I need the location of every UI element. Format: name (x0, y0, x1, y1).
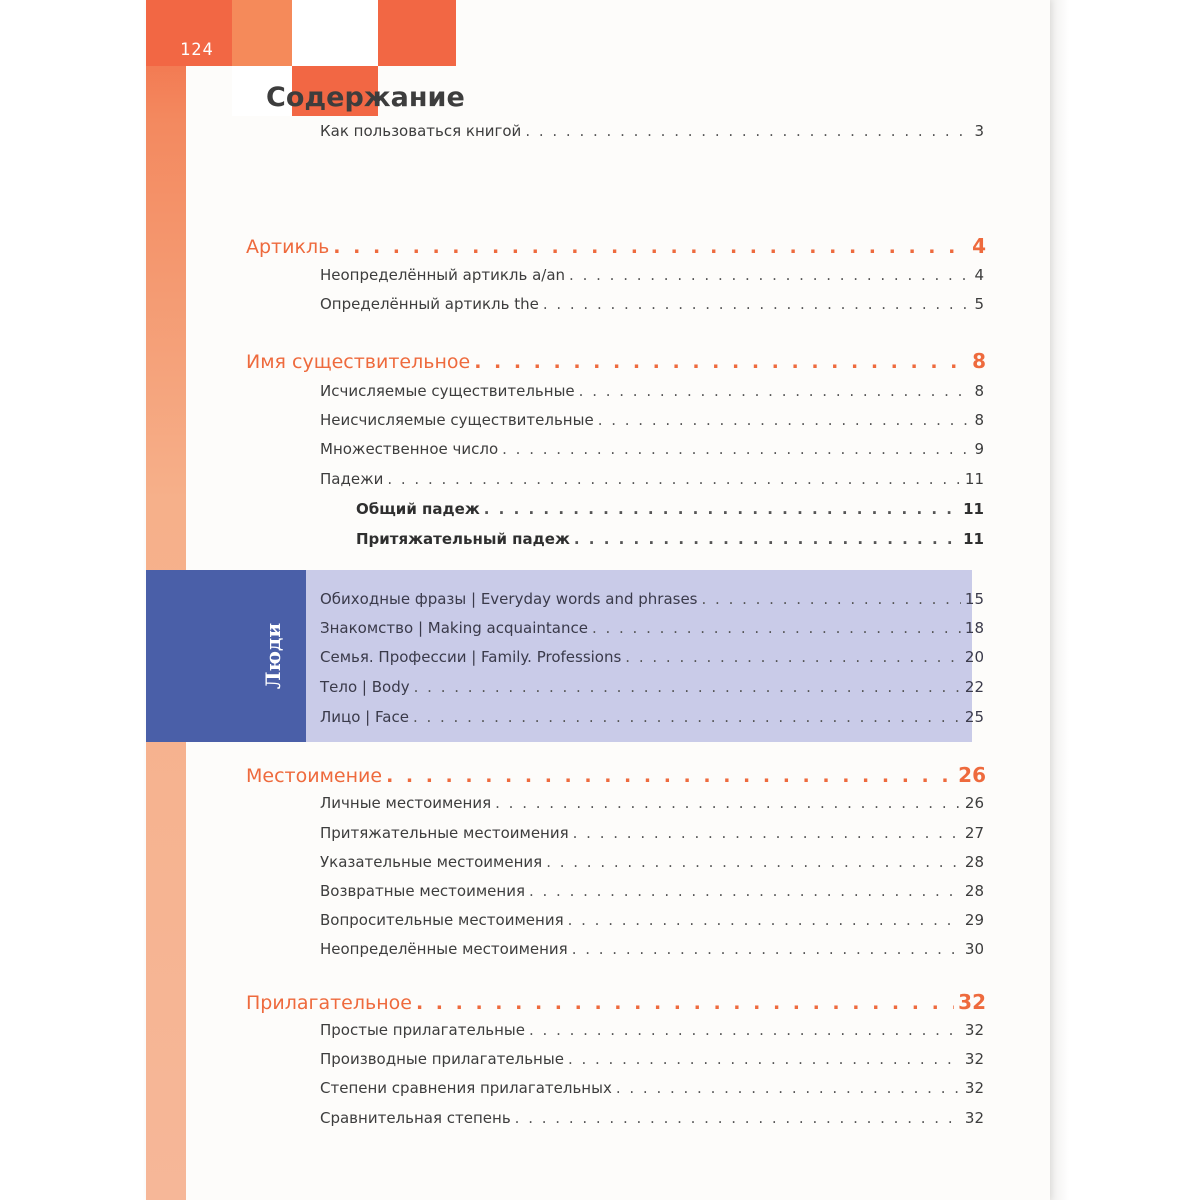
page-title (266, 82, 465, 113)
toc-entry-page: 5 (974, 295, 984, 313)
deco-square (378, 0, 456, 66)
toc-entry[interactable] (320, 1079, 984, 1097)
toc-section-label: Артикль (246, 236, 330, 258)
toc-entry-label: Притяжательные местоимения (320, 824, 569, 842)
toc-entry-label: Степени сравнения прилагательных (320, 1079, 612, 1097)
leader-dots (568, 1050, 961, 1068)
toc-section[interactable] (246, 763, 986, 787)
topic-entry-page: 25 (964, 708, 984, 726)
toc-entry-page: 32 (964, 1109, 984, 1127)
topic-entry[interactable] (320, 708, 984, 726)
toc-entry-label: Как пользоваться книгой (320, 122, 522, 140)
topic-tab-label: Люди (261, 622, 286, 690)
toc-entry-label: Множественное число (320, 440, 499, 458)
toc-entry[interactable] (320, 882, 984, 900)
topic-entry-label: Лицо | Face (320, 708, 409, 726)
topic-entry-label: Семья. Профессии | Family. Professions (320, 648, 622, 666)
leader-dots (625, 648, 961, 666)
toc-entry-page: 30 (964, 940, 984, 958)
leader-dots (616, 1079, 961, 1097)
toc-entry[interactable] (320, 940, 984, 958)
toc-entry-page: 4 (974, 266, 984, 284)
topic-entry[interactable] (320, 590, 984, 608)
toc-entry-label: Исчисляемые существительные (320, 382, 575, 400)
leader-dots (543, 295, 971, 313)
toc-subentry-label: Общий падеж (356, 500, 480, 518)
topic-entry-label: Тело | Body (320, 678, 410, 696)
topic-tab[interactable] (146, 570, 306, 742)
toc-entry[interactable] (320, 440, 984, 458)
toc-entry[interactable] (320, 411, 984, 429)
leader-dots (598, 411, 971, 429)
toc-entry-page: 26 (964, 794, 984, 812)
page-edge (1049, 0, 1200, 1200)
toc-entry[interactable] (320, 1021, 984, 1039)
toc-subentry[interactable] (356, 530, 984, 548)
toc-entry[interactable] (320, 382, 984, 400)
deco-square (292, 0, 378, 66)
leader-dots (568, 911, 961, 929)
toc-entry[interactable] (320, 794, 984, 812)
toc-entry-page: 28 (964, 882, 984, 900)
toc-entry-label: Производные прилагательные (320, 1050, 564, 1068)
toc-entry-page: 28 (964, 853, 984, 871)
toc-section-page: 4 (972, 234, 986, 258)
leader-dots (515, 1109, 961, 1127)
leader-dots (592, 619, 961, 637)
deco-square (232, 0, 292, 66)
topic-entry-page: 22 (964, 678, 984, 696)
leader-dots (579, 382, 971, 400)
toc-entry-label: Вопросительные местоимения (320, 911, 564, 929)
toc-entry[interactable] (320, 1050, 984, 1068)
page-title-text: Содержание (266, 82, 465, 113)
toc-section-label: Местоимение (246, 765, 383, 787)
toc-entry-page: 32 (964, 1021, 984, 1039)
toc-entry-label: Сравнительная степень (320, 1109, 511, 1127)
leader-dots (333, 236, 968, 258)
toc-entry-label: Простые прилагательные (320, 1021, 526, 1039)
toc-entry[interactable] (320, 266, 984, 284)
toc-section[interactable] (246, 349, 986, 373)
toc-entry[interactable] (320, 470, 984, 488)
leader-dots (529, 1021, 961, 1039)
toc-entry-label: Личные местоимения (320, 794, 492, 812)
toc-entry-label: Возвратные местоимения (320, 882, 525, 900)
leader-dots (502, 440, 970, 458)
topic-entry-page: 20 (964, 648, 984, 666)
toc-entry-label: Неопределённый артикль a/an (320, 266, 566, 284)
leader-dots (416, 992, 954, 1014)
leader-dots (574, 530, 959, 548)
leader-dots (525, 122, 970, 140)
toc-entry-page: 32 (964, 1050, 984, 1068)
topic-entry-page: 18 (964, 619, 984, 637)
toc-section-label: Прилагательное (246, 992, 412, 1014)
page-number: 124 (180, 40, 214, 60)
topic-tab-label-wrap (258, 570, 288, 742)
topic-entry[interactable] (320, 619, 984, 637)
toc-subentry-page: 11 (963, 530, 984, 548)
toc-section[interactable] (246, 234, 986, 258)
leader-dots (569, 266, 970, 284)
toc-subentry-label: Притяжательный падеж (356, 530, 570, 548)
toc-entry-label: Падежи (320, 470, 384, 488)
toc-subentry[interactable] (356, 500, 984, 518)
toc-entry-label: Указательные местоимения (320, 853, 543, 871)
toc-entry-page: 27 (964, 824, 984, 842)
toc-section-label: Имя существительное (246, 351, 471, 373)
leader-dots (484, 500, 959, 518)
toc-entry-page: 9 (974, 440, 984, 458)
leader-dots (529, 882, 961, 900)
topic-entry-label: Знакомство | Making acquaintance (320, 619, 588, 637)
leader-dots (387, 470, 961, 488)
topic-entry[interactable] (320, 678, 984, 696)
topic-entry[interactable] (320, 648, 984, 666)
leader-dots (495, 794, 961, 812)
toc-entry[interactable] (320, 1109, 984, 1127)
toc-entry[interactable] (320, 824, 984, 842)
leader-dots (386, 765, 954, 787)
toc-subentry-page: 11 (963, 500, 984, 518)
toc-entry-page: 3 (974, 122, 984, 140)
leader-dots (413, 708, 961, 726)
leader-dots (474, 351, 968, 373)
toc-page (146, 0, 1050, 1200)
toc-entry-page: 29 (964, 911, 984, 929)
toc-entry[interactable] (320, 295, 984, 313)
toc-entry-page: 32 (964, 1079, 984, 1097)
topic-entry-page: 15 (964, 590, 984, 608)
toc-section-page: 26 (958, 763, 986, 787)
topic-entry-label: Обиходные фразы | Everyday words and phrases (320, 590, 698, 608)
toc-entry-page: 8 (974, 382, 984, 400)
leader-dots (546, 853, 961, 871)
toc-entry-page: 8 (974, 411, 984, 429)
leader-dots (573, 824, 961, 842)
toc-entry[interactable] (320, 911, 984, 929)
toc-entry-label: Неисчисляемые существительные (320, 411, 594, 429)
toc-entry[interactable] (320, 122, 984, 140)
leader-dots (572, 940, 961, 958)
toc-section-page: 32 (958, 990, 986, 1014)
toc-section[interactable] (246, 990, 986, 1014)
leader-dots (414, 678, 961, 696)
toc-entry-page: 11 (964, 470, 984, 488)
toc-section-page: 8 (972, 349, 986, 373)
leader-dots (702, 590, 961, 608)
toc-entry-label: Определённый артикль the (320, 295, 539, 313)
toc-entry-label: Неопределённые местоимения (320, 940, 568, 958)
toc-entry[interactable] (320, 853, 984, 871)
